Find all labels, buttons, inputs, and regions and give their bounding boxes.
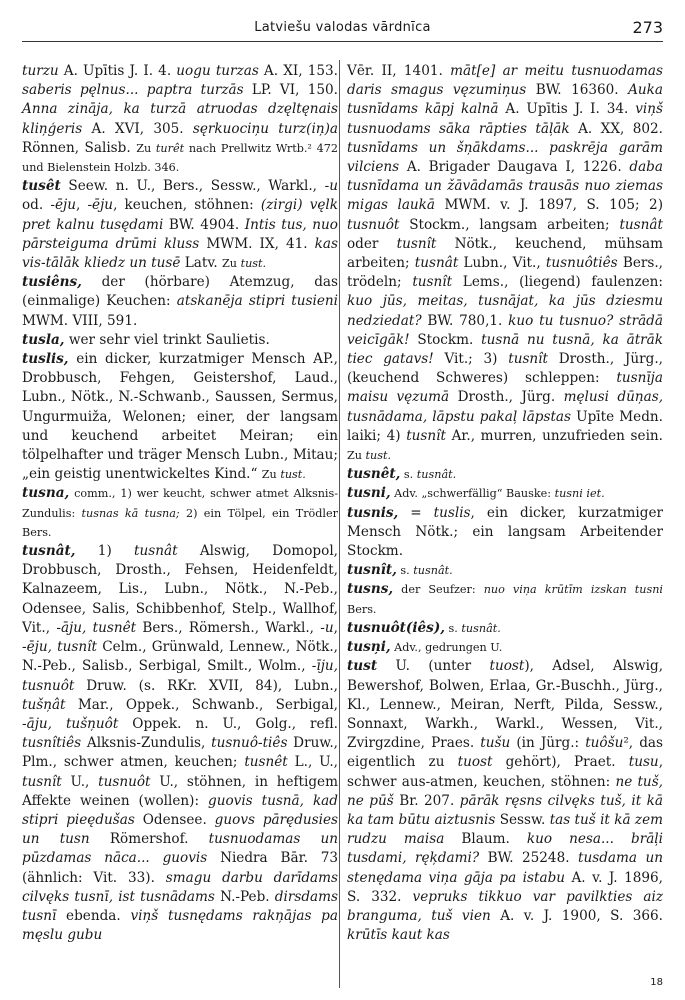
example-text: dirsdams tusnī [22,888,338,924]
headword: tusnuôt(iês), [347,619,445,636]
headword: tusiêns, [22,274,82,291]
note-text: Adv. „schwerfällig“ Bauske: [390,487,555,501]
dictionary-entry [347,62,663,465]
gloss-text: N.-Peb. [214,888,275,905]
headword: tusnît, [347,562,397,579]
example-text: viņš tusnędams rakņājas pa męslu gubu [22,907,338,944]
example-text: ne tuš, ne pūš [347,773,663,809]
page-header [22,20,663,42]
gloss-text: gehört), Praet. [492,754,629,771]
dictionary-entry [347,580,663,618]
gloss-text: Alksnis-Zundulis, [81,735,212,752]
note-text: s. [396,564,414,578]
note-text: Zu [222,257,241,271]
gloss-text: ein dicker, kurzatmiger Mensch AP., Drobbusch, Fehgen, Geistershof, Laud., Lubn., Nötk., N.-Schwanb., Saussen, Sermus, Ungurmuiža, Welonen; einer, der langsam und keuchend arbeitet Meiran; ein tölpelhafter und träger Mensch Lubn., Mitau; „ein geistig unentwickeltes Kind.“ [22,351,338,483]
gloss-text: BW. 16360. [526,82,629,99]
example-text: Auka tusnīdams kāpj kalnā [347,82,663,118]
example-text: īju, tusnuôt [22,658,338,694]
example-text: kas vis-tālāk kliedz un tusē [22,235,338,272]
note-text: 2) ein Tölpel, ein Trödler Bers. [22,506,338,539]
example-text: guovs pārędusies un tusn [22,811,338,848]
example-text: tusnuô-tiês [211,735,288,752]
gloss-text: Latv. [180,255,223,272]
gloss-text: Drosth., Jürg., (keuchend Schweres) schleppen: [347,351,663,387]
gloss-text: Druw. (s. RKr. XVII, 84), Lubn., [74,677,338,694]
headword: tusna, [22,485,70,502]
headword: tusns, [347,581,394,598]
example-text: āju, tušņuôt [26,715,119,732]
example-text: tusnuodamas un pūzdamas nāca... [22,831,338,867]
gloss-text: BW. 780,1. [421,312,509,329]
example-text: sęrkuociņu turz(iņ)a [192,120,338,137]
gloss-text: A. XI, 153. [258,63,338,79]
note-example-text: tusni iet. [554,487,605,501]
example-text: tusnât [134,543,178,560]
example-text: tusnîtiês [22,735,82,752]
gloss-text: Nötk., keuchend, mühsam arbeiten; [347,235,663,272]
gloss-text: Niedra Bār. 73 (ähnlich: Vit. 33). [22,850,339,886]
gloss-text: MWM. v. J. 1897, S. 105; 2) [435,197,663,214]
gloss-text: MWM. IX, 41. [199,235,315,252]
headword: tusla, [22,331,65,348]
page-number: 273 [632,18,663,37]
gloss-text: A. XX, 802. [569,120,664,137]
gloss-text: der (hörbare) Atemzug, das (einmalige) Keuchen: [22,274,338,310]
example-text: Anna zināja, ka turzā atruodas dzęltęnais kliņģeris [22,101,338,137]
example-text: tusnît [412,274,453,291]
note-example-text: tusnât. [461,621,501,635]
note-text: Bers. [347,602,377,616]
gloss-text: Sessw. [495,811,550,828]
note-example-text: tusnât. [413,564,453,578]
dictionary-entry [347,484,663,503]
note-text: Zu [261,468,281,482]
headword: tust [347,658,378,675]
note-text: Adv., gedrungen U. [390,641,503,655]
example-text: ēju [92,197,114,214]
dictionary-entry [347,561,663,580]
dictionary-entry [22,484,338,542]
example-text: tusnuôtiês [545,255,618,272]
gloss-text: , ein dicker, kurzatmiger Mensch Nötk.; ein langsam Arbeitender Stockm. [347,504,663,560]
gloss-text: Odensee. [134,811,215,828]
example-text: viņš tusnuodams sāka rāpties tāļāk [347,101,663,137]
gloss-text: Celm., Grünwald, Lennew., Nötk., N.-Peb., Salisb., Serbigal, Smilt., Wolm., - [22,639,338,675]
example-text: u [329,178,338,195]
gloss-text: Lubn., Vit., [458,255,546,272]
note-text: comm., 1) wer keucht, schwer atmet Alksnis-Zundulis: [22,487,338,520]
gloss-text: Rönnen, Salisb. [22,139,137,156]
example-text: āju, tusnêt [60,619,137,636]
gloss-text: U. (unter [377,658,490,675]
gloss-text: Seew. n. U., Bers., Sessw., Warkl., - [60,178,330,195]
example-text: tušņât [22,696,66,713]
gloss-text: oder [347,235,397,252]
gloss-text: Vēr. II, 1401. [347,63,451,79]
example-text: tusnît [406,427,446,444]
dictionary-entry [347,657,663,945]
gloss-text: U., stöhnen, in heftigem Affekte weinen (wollen): [22,773,338,809]
example-text: ēju, tusnît [26,639,97,656]
header-rule [22,41,663,42]
gloss-text: Römershof. [89,831,209,848]
gloss-text: 1) [75,543,135,560]
dictionary-entry [347,619,663,638]
note-text: s. [445,621,462,635]
gloss-text: Bers., Römersh., Warkl., - [136,619,325,636]
gloss-text: BW. 25248. [479,850,579,867]
example-text: tusnât [619,216,663,233]
gloss-text: Stockm., langsam arbeiten; [399,216,620,233]
gloss-text: LP. VI, 150. [243,82,338,99]
gloss-text: ), Adsel, Alswig, Bewershof, Bolwen, Erlaa, Gr.-Buschh., Jürg., Kl., Lennew., Meiran, Nerft, Pilda, Sessw., Sonnaxt, Warkh., Warkl., Wessen, Vit., Zvirgzdine, Praes. [347,658,664,752]
example-text: tušu [480,735,511,752]
example-text: tuost [489,658,525,675]
example-text: pārāk ręsns cilvęks tuš, it kā ka tam būtu aiztusnis [347,792,663,828]
example-text: tas tuš it kā zem rudzu maisa [347,811,663,848]
headword: tusnât, [22,543,76,560]
example-text: uogu turzas [176,63,259,79]
example-text: vepruks tikkuo var pavilkties aiz branguma, tuš vien [347,888,664,924]
gloss-text: A. Upītis J. I. 34. [498,101,636,118]
gloss-text: , - [22,619,338,656]
example-text: tusnît [508,351,548,368]
example-text: tusu [628,754,659,771]
gloss-text: BW. 4904. [163,216,245,233]
printer-signature: 18 [650,977,663,988]
gloss-text [150,850,163,866]
gloss-text: Druw., Plm., schwer atmen, keuchen; [22,735,338,771]
gloss-text: = [398,504,434,521]
example-text: kuo tu tusnuo? strādā veicīgāk! [347,312,663,348]
example-text: kuo jūs, meitas, tusnājat, ka jūs dziesmu nedziedat? [347,293,663,329]
example-text: tusnīja maisu vęzumā [347,370,663,406]
example-text: saberis pęlnus... paptra turzās [22,82,244,99]
dictionary-entry [22,177,338,273]
note-text: s. [400,468,417,482]
note-example-text: tust. [280,468,306,482]
example-text: Intis tus, nuo pārsteiguma drūmi kluss [22,216,338,252]
gloss-text: Alswig, Domopol, Drobbusch, Drosth., Fehsen, Heidenfeldt, Kalnazeem, Lis., Lubn., Nötk., N.-Peb., Odensee, Salis, Schibbenhof, Stelp., Wallhof, Vit., - [22,543,338,636]
gloss-text: Ar., murren, unzufrieden sein. [445,427,663,444]
example-text: tusnît [22,773,62,790]
example-text: māt[e] ar meitu tusnuodamas daris smagus vęzumiņus [347,63,663,99]
dictionary-entry [22,62,338,177]
gloss-text: Mar., Oppek., Schwanb., Serbigal, - [22,696,338,732]
gloss-text: ebenda. [56,907,131,924]
example-text: ēju [54,197,76,214]
example-text: krūtīs kaut kas [347,927,450,944]
example-text: tuslis [433,504,471,521]
note-example-text: nuo viņa krūtīm izskan tusni [483,583,663,597]
example-text: tusnuôt [347,216,400,233]
gloss-text: Vit.; 3) [433,351,509,368]
gloss-text: ², das eigentlich zu [347,735,663,771]
dictionary-entry [347,504,663,562]
example-text: daba tusnīdama un žāvādamās trausās nuo ziemas migas laukā [347,159,663,214]
gloss-text: U., [61,773,99,790]
example-text: guovis [162,850,208,867]
gloss-text: MWM. VIII, 591. [22,312,138,329]
gloss-text: Lems., (liegend) faulenzen: [452,274,663,291]
example-text: tusnuôt [98,773,151,790]
headword: tusêt [22,178,61,195]
example-text: kuo nesa... brāļi tusdami, ręķdami? [347,831,663,867]
example-text: tuôšu [585,735,624,752]
dictionary-entry [347,638,663,657]
left-column [22,62,338,945]
gloss-text: Oppek. n. U., Golg., refl. [118,715,338,732]
example-text: tusnît [396,235,437,252]
gloss-text: , schwer aus-atmen, keuchen, stöhnen: [347,754,664,790]
headword: tuslis, [22,351,69,368]
note-text: Zu [347,449,366,463]
gloss-text: A. XVI, 305. [82,120,193,137]
example-text: (zirgi) vęlk pret kalnu tusędami [22,197,338,233]
headword: tusni, [347,485,391,502]
dictionary-entry [22,331,338,350]
headword: tusnis, [347,504,399,521]
gloss-text: A. Upītis J. I. 4. [58,63,177,79]
headword: tusņi, [347,639,391,656]
gloss-text: A. Brigader Daugava I, 1226. [399,159,630,176]
gloss-text: A. v. J. 1896, S. 332. [347,869,663,905]
dictionary-entry [22,542,338,945]
example-text: tusnīdams un šņākdams... paskrēja garām vilciens [347,139,663,176]
gloss-text: Bers., trödeln; [347,255,663,291]
note-text: Zu [136,141,156,155]
note-example-text: tust. [240,257,267,271]
note-example-text: turêt [155,141,185,155]
dictionary-entry [22,273,338,331]
gloss-text: Drosth., Jürg. [449,389,564,406]
example-text: tuost [457,754,493,771]
note-text: nach Prellwitz Wrtb.² 472 und Bielenstein Holzb. 346. [22,141,338,175]
gloss-text: L., U., [287,754,338,771]
gloss-text: wer sehr viel trinkt Saulietis. [64,331,270,348]
gloss-text: , - [75,197,93,214]
example-text: smagu darbu darīdams cilvęks tusnī, ist tusnādams [22,869,339,905]
example-text: tusnât [414,255,459,272]
gloss-text: , keuchen, stöhnen: [113,197,261,214]
example-text: tusnêt [244,754,288,771]
gloss-text: Stockm. [409,331,482,348]
example-text: u [324,619,334,636]
gloss-text: Br. 207. [393,792,460,809]
gloss-text: od. - [22,197,55,214]
note-example-text: tusnât. [416,468,457,482]
dictionary-entry [22,350,338,484]
example-text: tusnā nu tusnā, ka ātrāk tiec gatavs! [347,331,663,368]
gloss-text: Blaum. [444,831,527,848]
example-text: tusdama un stenędama viņa gāja pa istabu [347,850,663,886]
gloss-text: A. v. J. 1900, S. 366. [490,907,663,924]
gloss-text: Upīte Medn. laiki; 4) [347,408,664,444]
dictionary-entry [347,465,663,484]
running-title: Latviešu valodas vārdnīca [254,20,431,35]
right-column [347,62,663,945]
gloss-text: (in Jürg.: [510,735,586,752]
note-text: der Seufzer: [393,583,484,597]
example-text: atskanēja stipri tusieni [176,293,338,310]
column-divider [339,60,340,988]
note-example-text: tusnas kā tusna; [81,506,180,520]
headword: tusnêt, [347,466,401,483]
note-example-text: tust. [365,449,392,463]
example-text: turzu [22,63,59,79]
example-text: guovis tusnā, kad stipri pieędušas [22,792,338,828]
example-text: męlusi dūņas, tusnādama, lāpstu pakaļ lāpstas [347,389,664,425]
